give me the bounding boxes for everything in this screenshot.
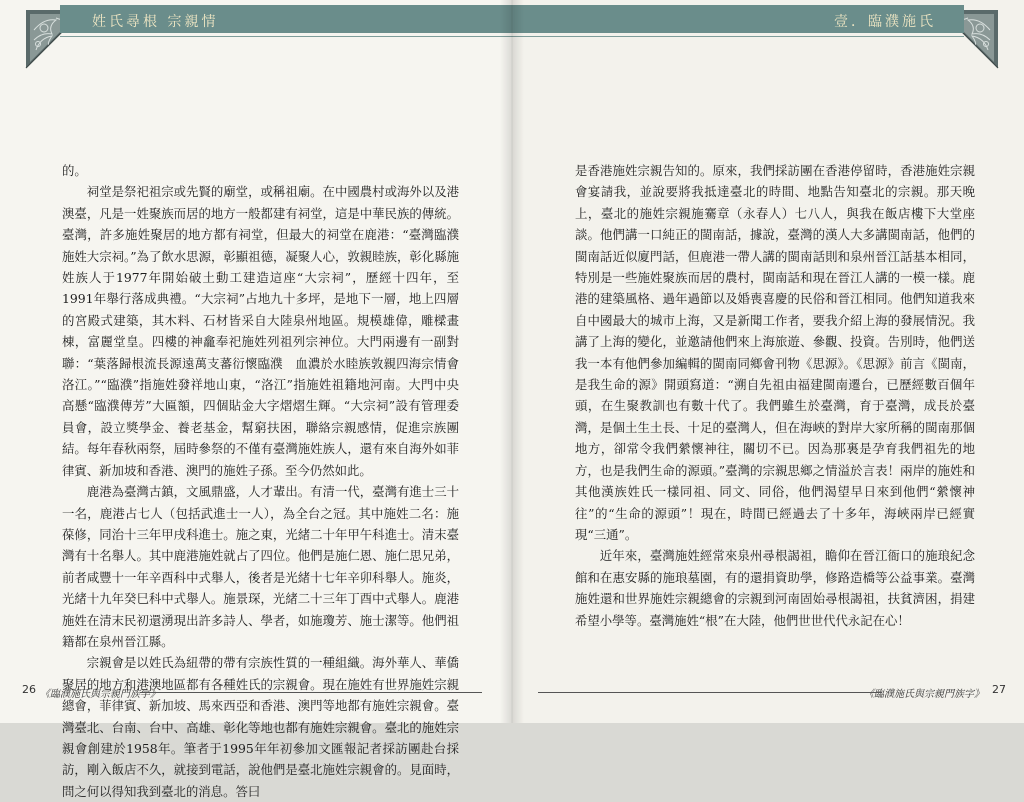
paragraph: 祠堂是祭祀祖宗或先賢的廟堂，或稱祖廟。在中國農村或海外以及港澳臺，凡是一姓聚族而居的地方一般都建有祠堂，這是中華民族的傳統。臺灣，許多施姓聚居的地方都有祠堂，但最大的祠堂在鹿港：“臺灣臨濮施姓大宗祠。”為了飲水思源，彰顯祖德，凝聚人心，敦親睦族，彰化縣施姓族人于1977年開始破土動工建造這座“大宗祠”，歷經十四年，至1991年舉行落成典禮。“大宗祠”占地九十多坪，是地下一層，地上四層的宮殿式建築，其木料、石材皆采自大陸泉州地區。規模雄偉，雕樑畫棟，富麗堂皇。四樓的神龕奉祀施姓列祖列宗神位。大門兩邊有一副對聯：“葉落歸根流長源遠萬支蕃衍懷臨濮 血濃於水睦族敦親四海宗情會洛江。”“臨濮”指施姓發祥地山東，“洛江”指施姓祖籍地河南。大門中央高懸“臨濮傳芳”大匾額，四個貼金大字熠熠生輝。“大宗祠”設有管理委員會，設立獎學金、養老基金，幫窮扶困，聯絡宗親感情，促進宗族團結。每年春秋兩祭，屆時參祭的不僅有臺灣施姓族人，還有來自海外如菲律賓、新加坡和香港、澳門的施姓子孫。至今仍然如此。 bbox=[62, 184, 459, 478]
right-page bbox=[512, 0, 1024, 723]
page-number: 27 bbox=[992, 683, 1006, 696]
left-page bbox=[0, 0, 512, 799]
header-rule bbox=[60, 36, 512, 37]
paragraph: 的。 bbox=[62, 163, 87, 178]
paragraph: 近年來，臺灣施姓經常來泉州尋根謁祖，瞻仰在晉江衙口的施琅紀念館和在惠安縣的施琅墓園，有的還捐資助學，修路造橋等公益事業。臺灣施姓還和世界施姓宗親總會的宗親到河南固始尋根謁祖，扶貧濟困，捐建希望小學等。臺灣施姓“根”在大陸，他們世世代代永記在心！ bbox=[575, 548, 975, 628]
header-title: 壹．臨濮施氏 bbox=[834, 14, 936, 30]
paragraph: 是香港施姓宗親告知的。原來，我們採訪團在香港停留時，香港施姓宗親會宴請我，並說要將我抵達臺北的時間、地點告知臺北的宗親。那天晚上，臺北的施姓宗親施騫章（永春人）七八人，與我在飯店樓下大堂座談。他們講一口純正的閩南話，據說，臺灣的漢人大多講閩南話，他們的閩南話近似廈門話，但鹿港一帶人講的閩南話則和泉州晉江話基本相同，特別是一些施姓聚族而居的農村，閩南話和現在晉江人講的一模一樣。鹿港的建築風格、過年過節以及婚喪喜慶的民俗和晉江相同。他們知道我來自中國最大的城市上海，又是新聞工作者，要我介紹上海的發展情況。我講了上海的變化，並邀請他們來上海旅遊、參觀、投資。告別時，他們送我一本有他們參加編輯的閩南同鄉會刊物《思源》。《思源》前言《閩南，是我生命的源》開頭寫道：“溯自先祖由福建閩南遷台，已歷經數百個年頭，在生聚教訓也有數十代了。我們雖生於臺灣，育于臺灣，成長於臺灣，是個土生土長、十足的臺灣人，但在海峽的對岸大家所稱的閩南那個地方，卻常令我們縈懷神往，關切不已。因為那裏是孕育我們祖先的地方，也是我們生命的源頭。”臺灣的宗親思鄉之情溢於言表！兩岸的施姓和其他漢族姓氏一樣同祖、同文、同俗，他們渴望早日來到他們“縈懷神往”的“生命的源頭”！現在，時間已經過去了十多年，海峽兩岸已經實現“三通”。 bbox=[575, 163, 975, 542]
paragraph: 鹿港為臺灣古鎮，文風鼎盛，人才輩出。有清一代，臺灣有進士三十一名，鹿港占七人（包括武進士一人），為全台之冠。其中施姓二名：施葆修，同治十三年甲戌科進士。施之東，光緒二十年甲午科進士。清末臺灣有十名舉人。其中鹿港施姓就占了四位。他們是施仁恩、施仁思兄弟，前者咸豐十一年辛酉科中式舉人，後者是光緒十七年辛卯科舉人。施炎，光緒十九年癸巳科中式舉人。施景琛，光緒二十三年丁酉中式舉人。鹿港施姓在清末民初還湧現出許多詩人、學者，如施瓊芳、施士潔等。他們祖籍都在泉州晉江縣。 bbox=[62, 484, 459, 649]
footer-rule bbox=[140, 692, 482, 693]
footer-title: 《臨濮施氏與宗親門族字》 bbox=[40, 689, 160, 700]
footer-title: 《臨濮施氏與宗親門族字》 bbox=[864, 689, 984, 700]
footer-rule bbox=[538, 692, 882, 693]
header-title: 姓氏尋根 宗親情 bbox=[92, 14, 219, 30]
header-rule bbox=[512, 36, 964, 37]
paragraph: 宗親會是以姓氏為紐帶的帶有宗族性質的一種組織。海外華人、華僑聚居的地方和港澳地區都有各種姓氏的宗親會。現在施姓有世界施姓宗親總會，菲律賓、新加坡、馬來西亞和香港、澳門等地都有施姓宗親會。臺灣臺北、台南、台中、高雄、彰化等地也都有施姓宗親會。臺北的施姓宗親會創建於1958年。筆者于1995年年初參加文匯報記者採訪團赴台採訪，剛入飯店不久，就接到電話，說他們是臺北施姓宗親會的。見面時，問之何以得知我到臺北的消息。答曰 bbox=[62, 655, 459, 799]
page-number: 26 bbox=[22, 683, 36, 696]
right-body-text bbox=[575, 160, 975, 631]
left-body-text bbox=[62, 160, 459, 802]
